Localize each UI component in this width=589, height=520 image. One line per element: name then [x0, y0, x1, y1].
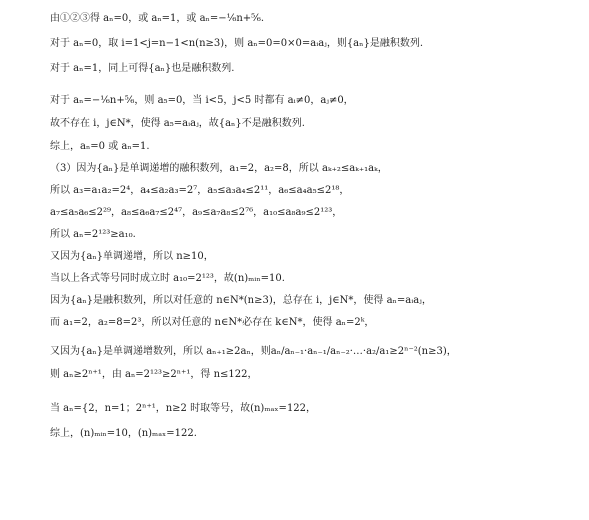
text-line-2: 对于 aₙ=0，取 i=1<j=n−1<n(n≥3)，则 aₙ=0=0×0=aᵢaⱼ，则{aₙ}是融积数列. — [50, 38, 424, 49]
text-line-5: 故不存在 i，j∈N*，使得 a₅=aᵢaⱼ，故{aₙ}不是融积数列. — [50, 118, 305, 129]
text-line-18: 综上，(n)ₘᵢₙ=10，(n)ₘₐₓ=122. — [50, 428, 197, 439]
text-line-15: 又因为{aₙ}是单调递增数列，所以 aₙ₊₁≥2aₙ，则aₙ/aₙ₋₁·aₙ₋₁/aₙ₋₂·…·a₂/a₁≥2ⁿ⁻²(n≥3)， — [50, 346, 457, 357]
text-line-14: 而 a₁=2，a₂=8=2³，所以对任意的 n∈N*必存在 k∈N*，使得 aₙ=2ᵏ， — [50, 317, 375, 328]
text-line-7: （3）因为{aₙ}是单调递增的融积数列，a₁=2，a₂=8，所以 aₖ₊₂≤aₖ₊₁aₖ， — [50, 163, 388, 174]
text-line-4: 对于 aₙ=−¹⁄₆n+⁵⁄₆，则 a₅=0，当 i<5，j<5 时都有 aᵢ≠0，aⱼ≠0， — [50, 95, 354, 106]
text-line-16: 则 aₙ≥2ⁿ⁺¹，由 aₙ=2¹²³≥2ⁿ⁺¹，得 n≤122， — [50, 369, 258, 380]
text-line-1: 由①②③得 aₙ=0，或 aₙ=1，或 aₙ=−¹⁄₆n+⁵⁄₆. — [50, 13, 265, 24]
text-line-11: 又因为{aₙ}单调递增，所以 n≥10， — [50, 251, 214, 262]
text-line-8: 所以 a₃=a₁a₂=2⁴，a₄≤a₂a₃=2⁷，a₅≤a₃a₄≤2¹¹，a₆≤a₄a₅≤2¹⁸， — [50, 185, 350, 196]
text-line-13: 因为{aₙ}是融积数列，所以对任意的 n∈N*(n≥3)，总存在 i，j∈N*，使得 aₙ=aᵢaⱼ， — [50, 295, 432, 306]
text-line-3: 对于 aₙ=1，同上可得{aₙ}也是融积数列. — [50, 63, 235, 74]
text-line-9: a₇≤a₅a₆≤2²⁹，a₈≤a₆a₇≤2⁴⁷，a₉≤a₇a₈≤2⁷⁶，a₁₀≤a₈a₉≤2¹²³， — [50, 207, 343, 218]
text-line-10: 所以 aₙ=2¹²³≥a₁₀. — [50, 229, 136, 240]
text-line-12: 当以上各式等号同时成立时 a₁₀=2¹²³，故(n)ₘᵢₙ=10. — [50, 273, 285, 284]
text-line-6: 综上，aₙ=0 或 aₙ=1. — [50, 141, 150, 152]
text-line-17: 当 aₙ={2，n=1；2ⁿ⁺¹，n≥2 时取等号，故(n)ₘₐₓ=122， — [50, 403, 317, 414]
